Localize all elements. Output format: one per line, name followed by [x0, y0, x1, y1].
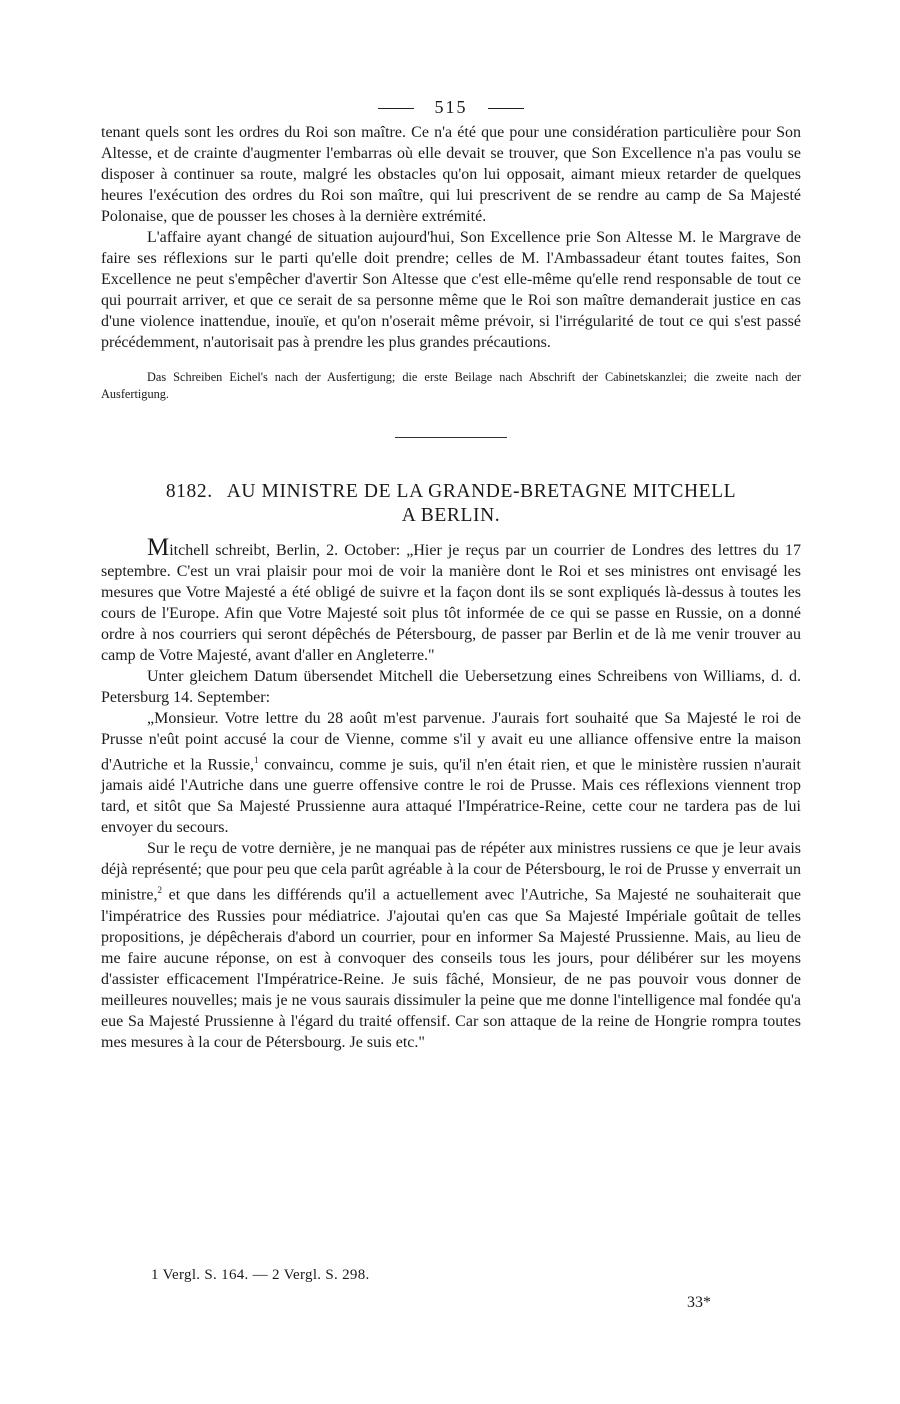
section-title-line-1 [101, 480, 801, 504]
body-paragraph-1-text: itchell schreibt, Berlin, 2. October: „Hier je reçus par un courrier de Londres des lettres du 17 septembre. C'est un vrai plaisir pour moi de voir la manière dont le Roi et ses ministres ont envisagé les mesures que Votre Majesté a été obligé de suivre et la façon dont ils se sont expliqués là-dessus à toutes les cours de l'Europe. Afin que Votre Majesté soit plus tôt informée de ce qui se passe en Russie, on a donné ordre à nos courriers qui seront dépêchés de Pétersbourg, de passer par Berlin et de là me venir trouver au camp de Votre Majesté, avant d'aller en Angleterre." [101, 542, 801, 664]
drop-capital: M [147, 534, 170, 561]
body-paragraph-3 [101, 708, 801, 838]
footnote-ref-1: 1 [254, 755, 259, 765]
source-note: Das Schreiben Eichel's nach der Ausfertigung; die erste Beilage nach Abschrift der Cabinetskanzlei; die zweite nach der Ausfertigung. [101, 370, 801, 401]
section-title [101, 480, 801, 528]
body-paragraph-1 [101, 534, 801, 666]
section-divider [395, 437, 507, 438]
body-paragraph-4-text-a: Sur le reçu de votre dernière, je ne manquai pas de répéter aux ministres russiens ce que je leur avais déjà représenté; que pour peu que cela parût agréable à la cour de Pétersbourg, le roi de Prusse y enverrait un ministre, [101, 840, 801, 904]
footnotes: 1 Vergl. S. 164. — 2 Vergl. S. 298. [151, 1267, 370, 1283]
footnote-ref-2: 2 [157, 885, 162, 896]
body-paragraph-4-text-b: et que dans les différends qu'il a actuellement avec l'Autriche, Sa Majesté ne souhaiterait que l'impératrice des Russies pour médiatrice. J'ajoutai qu'en cas que Sa Majesté Impériale goûtait de telles propositions, je dépêcherais d'abord un courrier, pour en informer Sa Majesté Prussienne. Mais, au lieu de me faire aucune réponse, on est à convoquer des conseils tous les jours, pour délibérer sur les moyens d'assister efficacement l'Impératrice-Reine. Je suis fâché, Monsieur, de ne pas pouvoir vous donner de meilleures nouvelles; mais je ne vous saurais dissimuler la peine que me donne l'intelligence mal fondée qu'a eue Sa Majesté Prussienne à l'égard du traité offensif. Car son attaque de la reine de Hongrie rompra toutes mes mesures à la cour de Pétersbourg. Je suis etc." [101, 886, 801, 1051]
section-title-text: AU MINISTRE DE LA GRANDE-BRETAGNE MITCHELL [226, 481, 737, 502]
intro-paragraph-2: L'affaire ayant changé de situation aujourd'hui, Son Excellence prie Son Altesse M. le Margrave de faire ses réflexions sur le parti qu'elle doit prendre; celles de M. l'Ambassadeur étant toutes faites, Son Excellence ne peut s'empêcher d'avertir Son Altesse que c'est elle-même qu'elle rend responsable de tout ce qui pourrait arriver, et que ce serait de sa personne même que le Roi son maître demanderait justice en cas d'une violence inattendue, inouïe, et qu'on n'oserait même prévoir, si l'irrégularité de tout ce qui s'est passé précédemment, n'autorisait pas à prendre les plus grandes précautions. [101, 229, 801, 351]
body-paragraph-2: Unter gleichem Datum übersendet Mitchell die Uebersetzung eines Schreibens von Williams, d. d. Petersburg 14. September: [101, 668, 801, 706]
section-title-line-2: A BERLIN. [401, 505, 501, 526]
intro-paragraph-1: tenant quels sont les ordres du Roi son maître. Ce n'a été que pour une considération particulière pour Son Altesse, et de crainte d'augmenter l'embarras où elle devait se trouver, que Son Excellence n'a pas voulu se disposer à continuer sa route, malgré les obstacles qu'on lui opposait, aimant mieux retarder de quelques heures l'exécution des ordres du Roi son maître, qui lui prescrivent de se rendre au camp de Sa Majesté Polonaise, que de pousser les choses à la dernière extrémité. [101, 124, 801, 225]
body-paragraph-3-text-a: „Monsieur. Votre lettre du 28 août m'est parvenue. J'aurais fort souhaité que Sa Majesté le roi de Prusse n'eût point accusé la cour de Vienne, comme s'il y avait eu une alliance offensive entre la maison d'Autriche et la Russie, [101, 710, 801, 774]
page-number: 515 [434, 97, 468, 117]
page-content [101, 92, 801, 1053]
section-number: 8182. [165, 481, 213, 502]
body-paragraph-4 [101, 838, 801, 1052]
signature-mark: 33* [687, 1294, 711, 1311]
body-paragraph-3-text-b: convaincu, comme je suis, qu'il n'en était rien, et que le ministère russien n'aurait jamais aidé l'Autriche dans une guerre offensive contre le roi de Prusse. Mais ces réflexions viennent trop tard, et sitôt que Sa Majesté Prussienne aura attaqué l'Impératrice-Reine, cette cour ne tardera pas de lui envoyer du secours. [101, 756, 802, 837]
header-dash-left [378, 108, 414, 109]
page-header [101, 92, 801, 122]
letter-body [101, 534, 802, 1053]
header-dash-right [488, 108, 524, 109]
